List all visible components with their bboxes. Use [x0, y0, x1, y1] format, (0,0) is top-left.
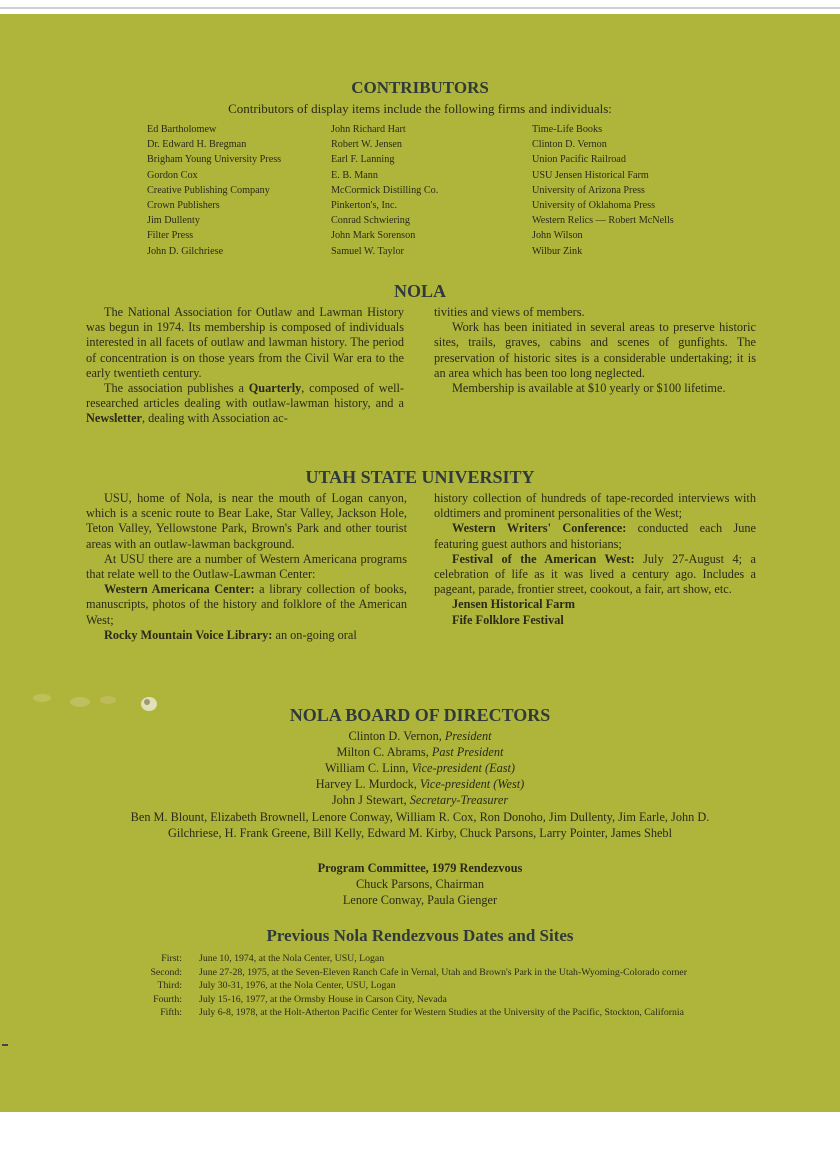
usu-heading: UTAH STATE UNIVERSITY: [305, 467, 535, 487]
contributor: Crown Publishers: [147, 200, 220, 212]
nola-paragraph: The National Association for Outlaw and Lawman History was begun in 1974. Its membership is composed of individuals interested in all facets of outlaw and lawman history. The period of concentration is on those years from the Civil War era to the early twentieth century.: [86, 305, 404, 380]
nola-paragraph: Membership is available at $10 yearly or $100 lifetime.: [452, 381, 726, 396]
contributor: Conrad Schwiering: [331, 215, 410, 227]
contributor: Wilbur Zink: [532, 245, 583, 257]
contributor: Gordon Cox: [147, 169, 198, 181]
list-item: First: June 10, 1974, at the Nola Center, USU, Logan: [161, 953, 385, 964]
usu-paragraph: history collection of hundreds of tape-recorded interviews with oldtimers and prominent personalities of the West;: [434, 491, 756, 521]
rendezvous-list: [130, 952, 720, 1020]
contributor: Brigham Young University Press: [147, 154, 282, 166]
usu-paragraph: Western Americana Center: a library collection of books, manuscripts, photos of the history and folklore of the American West;: [86, 582, 408, 627]
contributors-column-3: [532, 122, 674, 259]
usu-left-column: [86, 491, 407, 643]
nola-left-column: [86, 305, 404, 427]
scan-edge-line: [0, 7, 840, 9]
contributor: Clinton D. Vernon: [532, 139, 607, 151]
list-item: Third: July 30-31, 1976, at the Nola Center, USU, Logan: [157, 980, 396, 991]
list-item: Fifth: July 6-8, 1978, at the Holt-Atherton Pacific Center for Western Studies at the University of the Pacific, Stockton, California: [160, 1007, 684, 1018]
usu-right-column: [434, 491, 756, 628]
usu-paragraph: USU, home of Nola, is near the mouth of Logan canyon, which is a scenic route to Bear Lake, Star Valley, Jackson Hole, Teton Valley, Yellowstone Park, Brown's Park and other tourist areas with an outlaw-lawman background.: [86, 491, 407, 551]
nola-heading: NOLA: [393, 281, 446, 301]
contributor: Creative Publishing Company: [147, 184, 270, 196]
usu-paragraph: Fife Folklore Festival: [452, 612, 564, 627]
contributor: University of Arizona Press: [532, 184, 645, 196]
contributors-column-2: [331, 122, 438, 259]
officer: Clinton D. Vernon, President: [348, 729, 492, 743]
committee-members: Lenore Conway, Paula Gienger: [342, 893, 498, 907]
usu-paragraph: At USU there are a number of Western Americana programs that relate well to the Outlaw-Lawman Center:: [86, 551, 407, 582]
contributor: John D. Gilchriese: [147, 245, 224, 257]
officer: John J Stewart, Secretary-Treasurer: [331, 793, 509, 807]
usu-paragraph: Jensen Historical Farm: [452, 597, 575, 612]
contributor: E. B. Mann: [331, 169, 378, 181]
contributors-intro: Contributors of display items include the following firms and individuals:: [228, 101, 612, 116]
nola-paragraph: tivities and views of members.: [434, 305, 585, 319]
nola-paragraph: Work has been initiated in several areas to preserve historic sites, trails, graves, cabins and scenes of gunfights. The preservation of historic sites is a considerable undertaking; it is an area which has been too long neglected.: [434, 320, 756, 380]
officer: Harvey L. Murdock, Vice-president (West): [315, 777, 525, 791]
contributors-column-1: [147, 122, 281, 259]
contributor: McCormick Distilling Co.: [331, 184, 439, 196]
contributors-heading: CONTRIBUTORS: [351, 78, 489, 97]
newsletter-term: Newsletter: [86, 411, 142, 426]
nola-right-column: [434, 305, 756, 396]
rendezvous-heading: Previous Nola Rendezvous Dates and Sites: [266, 926, 574, 945]
nola-paragraph: The association publishes a Quarterly, composed of well-researched articles dealing with outlaw-lawman history, and a Newsletter, dealing with Association ac-: [86, 381, 405, 426]
usu-paragraph: Rocky Mountain Voice Library: an on-going oral: [104, 627, 357, 642]
officer: William C. Linn, Vice-president (East): [324, 761, 516, 775]
list-item: Fourth: July 15-16, 1977, at the Ormsby House in Carson City, Nevada: [153, 993, 447, 1005]
contributor: Samuel W. Taylor: [331, 245, 404, 257]
board-members: Ben M. Blount, Elizabeth Brownell, Lenore Conway, William R. Cox, Ron Donoho, Jim Dullenty, Jim Earle, John D. Gilchriese, H. Frank Greene, Bill Kelly, Edward M. Kirby, Chuck Parsons, Larry Pointer, James Shebl: [130, 810, 710, 840]
contributor: Earl F. Lanning: [331, 154, 395, 166]
contributor: Pinkerton's, Inc.: [331, 200, 398, 212]
contributor: Dr. Edward H. Bregman: [147, 139, 247, 151]
list-item: Second: June 27-28, 1975, at the Seven-Eleven Ranch Cafe in Vernal, Utah and Brown's Park in the Utah-Wyoming-Colorado corner: [150, 966, 687, 978]
committee-chair: Chuck Parsons, Chairman: [355, 877, 485, 891]
contributor: Union Pacific Railroad: [532, 154, 626, 166]
contributor: John Mark Sorenson: [331, 230, 416, 242]
board-officers: [0, 728, 840, 808]
contributor: Time-Life Books: [532, 124, 603, 135]
edge-mark: [2, 1044, 8, 1046]
contributor: Western Relics — Robert McNells: [532, 215, 674, 227]
contributor: University of Oklahoma Press: [532, 200, 656, 212]
contributor: USU Jensen Historical Farm: [532, 169, 649, 181]
board-heading: NOLA BOARD OF DIRECTORS: [289, 705, 551, 725]
contributor: John Richard Hart: [331, 124, 406, 135]
usu-paragraph: Western Writers' Conference: conducted each June featuring guest authors and historians;: [434, 521, 756, 551]
quarterly-term: Quarterly: [248, 381, 302, 396]
contributor: John Wilson: [532, 230, 583, 242]
contributor: Jim Dullenty: [147, 215, 200, 227]
usu-paragraph: Festival of the American West: July 27-August 4; a celebration of life as it was lived a century ago. Includes a pageant, parade, frontier street, cookout, a fair, art show, etc.: [434, 551, 756, 597]
contributor: Robert W. Jensen: [331, 139, 403, 151]
officer: Milton C. Abrams, Past President: [336, 745, 504, 759]
contributor: Ed Bartholomew: [147, 124, 217, 135]
committee-heading: Program Committee, 1979 Rendezvous: [317, 861, 523, 875]
contributor: Filter Press: [147, 230, 194, 242]
